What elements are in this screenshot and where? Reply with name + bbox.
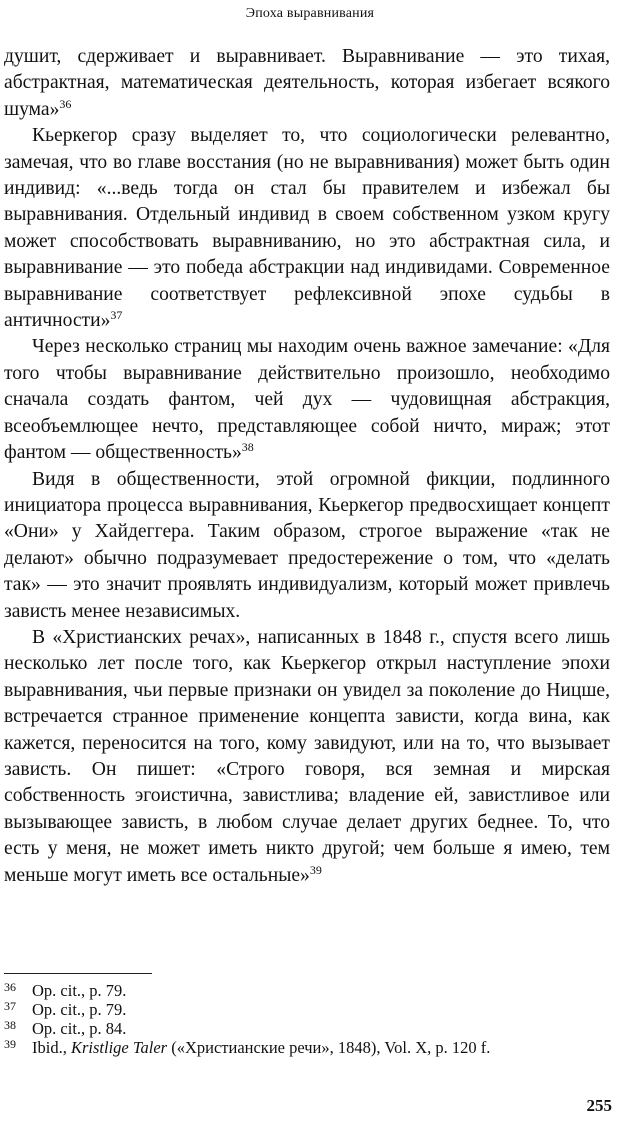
footnote-text-prefix: Ibid., xyxy=(32,1038,71,1057)
paragraph-text: В «Христианских речах», написанных в 1848 г., спустя всего лишь несколько лет после того, как Кьеркегор открыл наступление эпохи выравнивания, чьи первые признаки он увидел за поколение до Ницше, встречается странное применение концепта зависти, когда вина, как кажется, переносится на того, кому завидуют, или на то, что вызывает зависть. Он пишет: «Строго говоря, вся земная и мирская собственность эгоистична, завистлива; владение ей, завистливое или вызывающее зависть, в любом случае делает других беднее. То, что есть у меня, не может иметь никто другой; чем больше я имею, тем меньше могут иметь все остальные» xyxy=(4,626,610,886)
footnote xyxy=(4,981,610,1000)
footnote xyxy=(4,1038,610,1057)
paragraph xyxy=(4,467,610,625)
footnote-text: Op. cit., p. 79. xyxy=(32,1000,127,1019)
footnote-number: 38 xyxy=(4,1018,16,1032)
footnote xyxy=(4,1000,610,1019)
paragraph-text: Кьеркегор сразу выделяет то, что социологически релевантно, замечая, что во главе восстания (но не выравнивания) может быть один индивид: «...ведь тогда он стал бы правителем и избежал бы выравнивания. Отдельный индивид в своем собственном узком кругу может способствовать выравниванию, но это абстрактная сила, и выравнивание — это победа абстракции над индивидами. Современное выравнивание соответствует рефлексивной эпохе судьбы в античности» xyxy=(4,125,610,332)
footnote-number: 39 xyxy=(4,1037,16,1051)
footnote-number: 37 xyxy=(4,999,16,1013)
footnote-text: Op. cit., p. 79. xyxy=(32,981,127,1000)
footnote-ref: 37 xyxy=(110,308,123,323)
cited-title: Kristlige Taler xyxy=(70,1038,168,1057)
footnote-text: Op. cit., p. 84. xyxy=(32,1019,127,1038)
footnote-text-suffix: («Христианские речи», 1848), Vol. X, p. 120 f. xyxy=(167,1038,491,1057)
footnote xyxy=(4,1019,610,1038)
footnote-ref: 39 xyxy=(309,862,322,877)
running-header: Эпоха выравнивания xyxy=(245,6,375,21)
footnote-number: 36 xyxy=(4,980,16,994)
paragraph-text: Видя в общественности, этой огромной фикции, подлинного инициатора процесса выравнивания, Кьеркегор предвосхищает концепт «Они» у Хайдеггера. Таким образом, строгое выражение «так не делают» обычно подразумевает предостережение о том, что «делать так» — это значит проявлять индивидуализм, который может привлечь зависть менее независимых. xyxy=(4,468,610,622)
paragraph-text: Через несколько страниц мы находим очень важное замечание: «Для того чтобы выравнивание действительно произошло, необходимо сначала создать фантом, чей дух — чудовищная абстракция, всеобъемлющее нечто, представляющее собой ничто, мираж; этот фантом — общественность» xyxy=(4,336,610,464)
footnote-ref: 36 xyxy=(59,96,72,111)
footnotes xyxy=(4,981,610,1057)
footnote-ref: 38 xyxy=(241,440,254,455)
main-text xyxy=(4,44,610,889)
paragraph xyxy=(4,44,610,123)
paragraph xyxy=(4,123,610,334)
footnote-divider xyxy=(4,973,152,974)
page-number: 255 xyxy=(586,1096,612,1115)
paragraph-text: душит, сдерживает и выравнивает. Выравнивание — это тихая, абстрактная, математическая деятельность, которая избегает всякого шума» xyxy=(4,46,610,120)
paragraph xyxy=(4,625,610,889)
paragraph xyxy=(4,334,610,466)
